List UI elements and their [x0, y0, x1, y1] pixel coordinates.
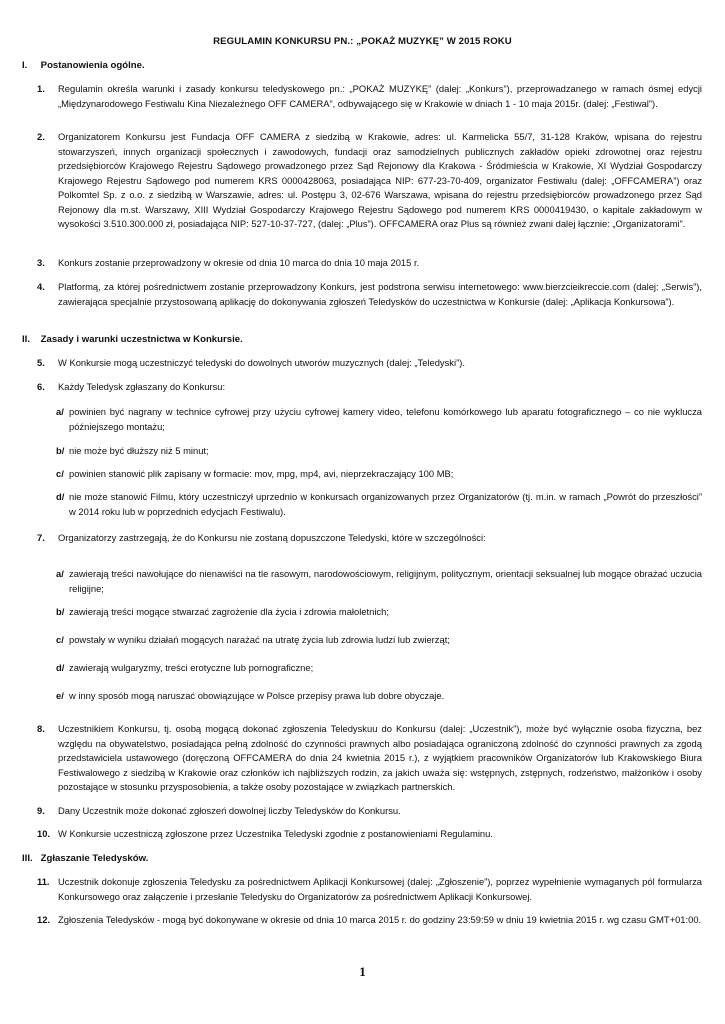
subpoint-text: zawierają treści nawołujące do nienawiści na tle rasowym, narodowościowym, religijnym, politycznym, orientacji seksualnej lub mogące obrażać uczucia religijne; — [69, 568, 702, 594]
subpoint-letter: a/ — [56, 406, 64, 417]
paragraph-10 — [37, 827, 702, 842]
subpoint-letter: e/ — [56, 690, 64, 701]
paragraph-text: W Konkursie uczestniczą zgłoszone przez Uczestnika Teledyski zgodnie z postanowieniami Regulaminu. — [58, 828, 493, 839]
subpoint-letter: d/ — [56, 491, 65, 502]
subpoint-text: zawierają treści mogące stwarzać zagrożenie dla życia i zdrowia małoletnich; — [69, 606, 389, 617]
paragraph-2 — [37, 130, 702, 232]
subpoint-text: powinien stanowić plik zapisany w formacie: mov, mpg, mp4, avi, nieprzekraczający 100 MB; — [69, 468, 454, 479]
subpoint-text: zawierają wulgaryzmy, treści erotyczne lub pornograficzne; — [69, 662, 314, 673]
subpoint-6c — [56, 467, 702, 482]
section-title: Postanowienia ogólne. — [40, 60, 145, 71]
paragraph-number: 11. — [37, 876, 50, 887]
paragraph-number: 12. — [37, 914, 51, 925]
paragraph-7 — [37, 531, 702, 546]
paragraph-text: Regulamin określa warunki i zasady konkursu teledyskowego pn.: „POKAŻ MUZYKĘ” (dalej: „Konkurs”), przeprowadzanego w ramach ósmej edycji „Międzynarodowego Festiwalu Kina Niezależnego OFF CAMERA”, odbywającego się w Krakowie w dniach 1 - 10 maja 2015r. (dalej: „Festiwal”). — [58, 83, 702, 109]
paragraph-number: 5. — [37, 357, 45, 368]
paragraph-number: 1. — [37, 83, 45, 94]
subpoint-letter: b/ — [56, 445, 65, 456]
paragraph-6 — [37, 380, 702, 395]
paragraph-1 — [37, 82, 702, 111]
subpoint-7e — [56, 689, 702, 704]
subpoint-text: powinien być nagrany w technice cyfrowej przy użyciu cyfrowej kamery video, telefonu komórkowego lub aparatu fotograficznego – co nie wyklucza późniejszego montażu; — [69, 406, 702, 432]
subpoint-7c — [56, 633, 702, 648]
paragraph-9 — [37, 804, 702, 819]
section-heading-2 — [22, 334, 243, 345]
paragraph-text: Dany Uczestnik może dokonać zgłoszeń dowolnej liczby Teledysków do Konkursu. — [58, 805, 401, 816]
section-heading-3 — [22, 853, 148, 864]
subpoint-text: powstały w wyniku działań mogących narażać na utratę życia lub zdrowia ludzi lub zwierząt; — [69, 634, 450, 645]
section-number: III. — [22, 853, 33, 864]
paragraph-text: Organizatorem Konkursu jest Fundacja OFF CAMERA z siedzibą w Krakowie, adres: ul. Karmelicka 55/7, 31-128 Kraków, wpisana do rejestru stowarzyszeń, innych organizacji społecznych i zawodowych, fundacji oraz samodzielnych publicznych zakładów opieki zdrowotnej oraz rejestru przedsiębiorców Krajowego Rejestru Sądowego prowadzonego przez Sąd Rejonowy dla Krakowa - Śródmieścia w Krakowie, XI Wydział Gospodarczy Krajowego Rejestru Sądowego pod numerem KRS 0000428063, posiadająca NIP: 677-23-70-409, organizator Festiwalu (dalej: „OFFCAMERA”) oraz Polkomtel Sp. z o.o. z siedzibą w Warszawie, adres: ul. Postępu 3, 02-676 Warszawa, wpisana do rejestru przedsiębiorców prowadzonego przez Sąd Rejonowy dla m.st. Warszawy, XIII Wydział Gospodarczy Krajowego Rejestru Sądowego pod numerem KRS 0000419430, o kapitale zakładowym w wysokości 3.510.300.000 zł, posiadająca NIP: 527-10-37-727, (dalej: „Plus”). OFFCAMERA oraz Plus są również zwani dalej łącznie: „Organizatorami”. — [58, 131, 702, 229]
paragraph-number: 2. — [37, 131, 45, 142]
paragraph-number: 6. — [37, 381, 45, 392]
paragraph-12 — [37, 913, 702, 928]
paragraph-8 — [37, 722, 702, 795]
subpoint-7b — [56, 605, 702, 620]
subpoint-6d — [56, 490, 702, 519]
section-title: Zgłaszanie Teledysków. — [40, 853, 149, 864]
subpoint-6a — [56, 405, 702, 434]
paragraph-number: 7. — [37, 532, 45, 543]
subpoint-text: nie może stanowić Filmu, który uczestniczył uprzednio w konkursach organizowanych przez Organizatorów (tj. m.in. w ramach „Powrót do przeszłości” w 2014 roku lub w poprzednich edycjach Festiwalu). — [69, 491, 702, 517]
subpoint-6b — [56, 444, 702, 459]
paragraph-4 — [37, 280, 702, 309]
section-number: II. — [22, 334, 30, 345]
paragraph-number: 9. — [37, 805, 45, 816]
page-number: 1 — [359, 964, 366, 979]
paragraph-text: Uczestnik dokonuje zgłoszenia Teledysku za pośrednictwem Aplikacji Konkursowej (dalej: „Zgłoszenie”), poprzez wypełnienie wymaganych pól formularza Konkursowego oraz załączenie i przesłanie Teledysku do Organizatorów za pośrednictwem Aplikacji Konkursowej. — [58, 876, 702, 902]
subpoint-7d — [56, 661, 702, 676]
section-heading-1 — [22, 60, 145, 71]
paragraph-text: Uczestnikiem Konkursu, tj. osobą mogącą dokonać zgłoszenia Teledyskuu do Konkursu (dalej: „Uczestnik”), może być wyłącznie osoba fizyczna, bez względu na obywatelstwo, posiadająca pełną zdolność do czynności prawnych albo posiadająca ograniczoną zdolność do czynności prawnych za zgodą przedstawiciela ustawowego (doręczoną OFFCAMERA do dnia 24 kwietnia 2015 r.), z wyjątkiem pracowników Organizatorów lub Krakowskiego Biura Festiwalowego z siedzibą w Krakowie oraz członków ich najbliższych rodzin, za jakich uważa się: wstępnych, zstępnych, rodzeństwo, małżonków i osoby pozostające w stosunku przysposobienia, a także osoby pozostające w związkach partnerskich. — [58, 723, 702, 792]
subpoint-text: w inny sposób mogą naruszać obowiązujące w Polsce przepisy prawa lub dobre obyczaje. — [69, 690, 445, 701]
paragraph-text: Zgłoszenia Teledysków - mogą być dokonywane w okresie od dnia 10 marca 2015 r. do godziny 23:59:59 w dniu 19 kwietnia 2015 r. wg czasu GMT+01:00. — [58, 914, 702, 925]
paragraph-11 — [37, 875, 702, 904]
paragraph-5 — [37, 356, 702, 371]
paragraph-text: Organizatorzy zastrzegają, że do Konkursu nie zostaną dopuszczone Teledyski, które w szczególności: — [58, 532, 486, 543]
paragraph-number: 4. — [37, 281, 45, 292]
subpoint-letter: d/ — [56, 662, 65, 673]
paragraph-number: 10. — [37, 828, 51, 839]
subpoint-letter: c/ — [56, 634, 64, 645]
paragraph-text: W Konkursie mogą uczestniczyć teledyski do dowolnych utworów muzycznych (dalej: „Teledyski”). — [58, 357, 465, 368]
section-number: I. — [22, 60, 28, 71]
subpoint-letter: b/ — [56, 606, 65, 617]
subpoint-7a — [56, 567, 702, 596]
paragraph-text: Platformą, za której pośrednictwem zostanie przeprowadzony Konkurs, jest podstrona serwisu internetowego: www.bierzcieikreccie.com (dalej: „Serwis”), zawierająca specjalnie przystosowaną aplikację do dokonywania zgłoszeń Teledysków do uczestnictwa w Konkursie (dalej: „Aplikacja Konkursowa”). — [58, 281, 702, 307]
subpoint-letter: c/ — [56, 468, 64, 479]
paragraph-text: Każdy Teledysk zgłaszany do Konkursu: — [58, 381, 226, 392]
section-title: Zasady i warunki uczestnictwa w Konkursie. — [40, 334, 243, 345]
paragraph-number: 3. — [37, 257, 45, 268]
document-title: REGULAMIN KONKURSU PN.: „POKAŻ MUZYKĘ” W 2015 ROKU — [213, 36, 512, 47]
paragraph-3 — [37, 256, 702, 271]
paragraph-number: 8. — [37, 723, 45, 734]
paragraph-text: Konkurs zostanie przeprowadzony w okresie od dnia 10 marca do dnia 10 maja 2015 r. — [58, 257, 420, 268]
subpoint-text: nie może być dłuższy niż 5 minut; — [69, 445, 209, 456]
subpoint-letter: a/ — [56, 568, 64, 579]
